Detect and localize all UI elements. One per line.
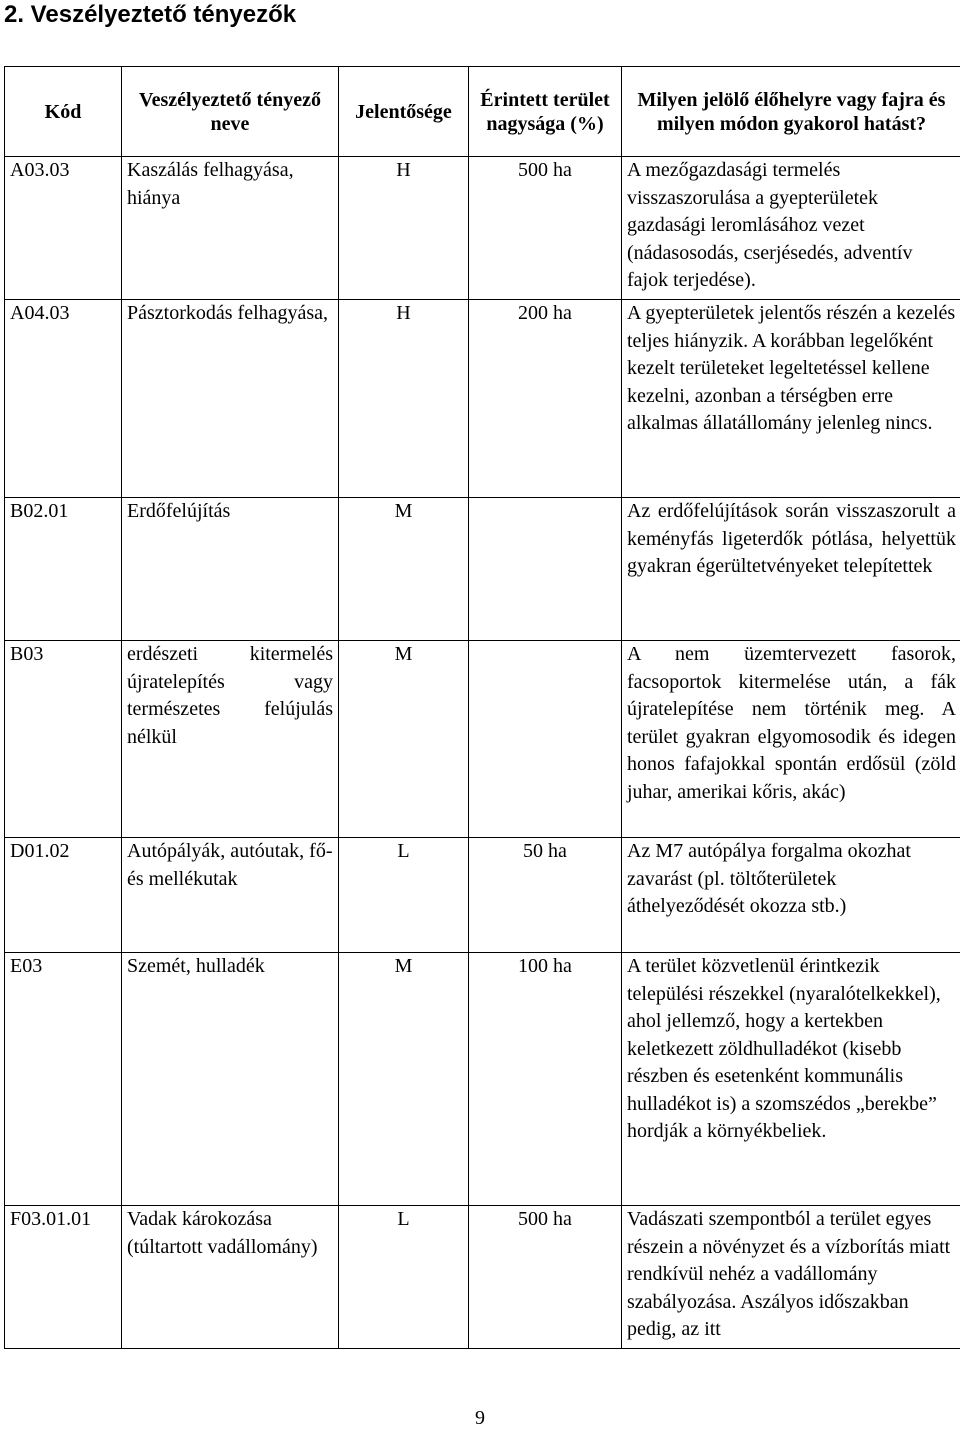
page-number: 9 [0,1406,960,1430]
header-code: Kód [5,67,122,157]
row-importance: M [339,953,469,1206]
row-area [469,641,622,838]
row-description: Az erdőfelújítások során visszaszorult a keményfás ligeterdők pótlása, helyettük gyakran égerültetvényeket telepítettek [622,498,960,641]
row-name: Kaszálás felhagyása, hiánya [122,157,339,300]
table-row [5,300,960,498]
header-importance: Jelentősége [339,67,469,157]
row-name: erdészeti kitermelés újratelepítés vagy természetes felújulás nélkül [122,641,339,838]
row-area: 500 ha [469,1206,622,1349]
row-area: 100 ha [469,953,622,1206]
row-name: Erdőfelújítás [122,498,339,641]
table-row [5,498,960,641]
row-code: A03.03 [5,157,122,300]
section-title: 2. Veszélyeztető tényezők [4,0,296,30]
row-area: 50 ha [469,838,622,953]
table-row [5,838,960,953]
row-name: Vadak károkozása (túltartott vadállomány) [122,1206,339,1349]
row-area [469,498,622,641]
table-row [5,157,960,300]
row-code: F03.01.01 [5,1206,122,1349]
hazard-factors-table [4,66,960,1349]
row-description: A terület közvetlenül érintkezik települési részekkel (nyaralótelkekkel), ahol jellemző, hogy a kertekben keletkezett zöldhulladékot (kisebb részben és esetenként kommunális hulladékot is) a szomszédos „berekbe” hordják a környékbeliek. [622,953,960,1206]
row-description: Az M7 autópálya forgalma okozhat zavarást (pl. töltőterületek áthelyeződését okozza stb.) [622,838,960,953]
row-area: 500 ha [469,157,622,300]
row-importance: L [339,838,469,953]
row-area: 200 ha [469,300,622,498]
table-row [5,953,960,1206]
row-importance: H [339,157,469,300]
table-row [5,1206,960,1349]
row-description: Vadászati szempontból a terület egyes részein a növényzet és a vízborítás miatt rendkívül nehéz a vadállomány szabályozása. Aszályos időszakban pedig, az itt [622,1206,960,1349]
row-code: B03 [5,641,122,838]
row-name: Autópályák, autóutak, fő- és mellékutak [122,838,339,953]
row-code: A04.03 [5,300,122,498]
row-name: Szemét, hulladék [122,953,339,1206]
header-name: Veszélyeztető tényező neve [122,67,339,157]
row-description: A mezőgazdasági termelés visszaszorulása a gyepterületek gazdasági leromlásához vezet (nádasosodás, cserjésedés, adventív fajok terjedése). [622,157,960,300]
row-code: B02.01 [5,498,122,641]
table-row [5,641,960,838]
row-description: A nem üzemtervezett fasorok, facsoportok kitermelése után, a fák újratelepítése nem történik meg. A terület gyakran elgyomosodik és idegen honos fafajokkal spontán erdősül (zöld juhar, amerikai kőris, akác) [622,641,960,838]
row-code: D01.02 [5,838,122,953]
row-name: Pásztorkodás felhagyása, [122,300,339,498]
row-importance: M [339,498,469,641]
row-code: E03 [5,953,122,1206]
row-importance: H [339,300,469,498]
header-area: Érintett terület nagysága (%) [469,67,622,157]
row-importance: M [339,641,469,838]
row-description: A gyepterületek jelentős részén a kezelés teljes hiányzik. A korábban legelőként kezelt területeket legeltetéssel kellene kezelni, azonban a térségben erre alkalmas állatállomány jelenleg nincs. [622,300,960,498]
row-importance: L [339,1206,469,1349]
header-description: Milyen jelölő élőhelyre vagy fajra és milyen módon gyakorol hatást? [622,67,960,157]
table-header-row [5,67,960,157]
